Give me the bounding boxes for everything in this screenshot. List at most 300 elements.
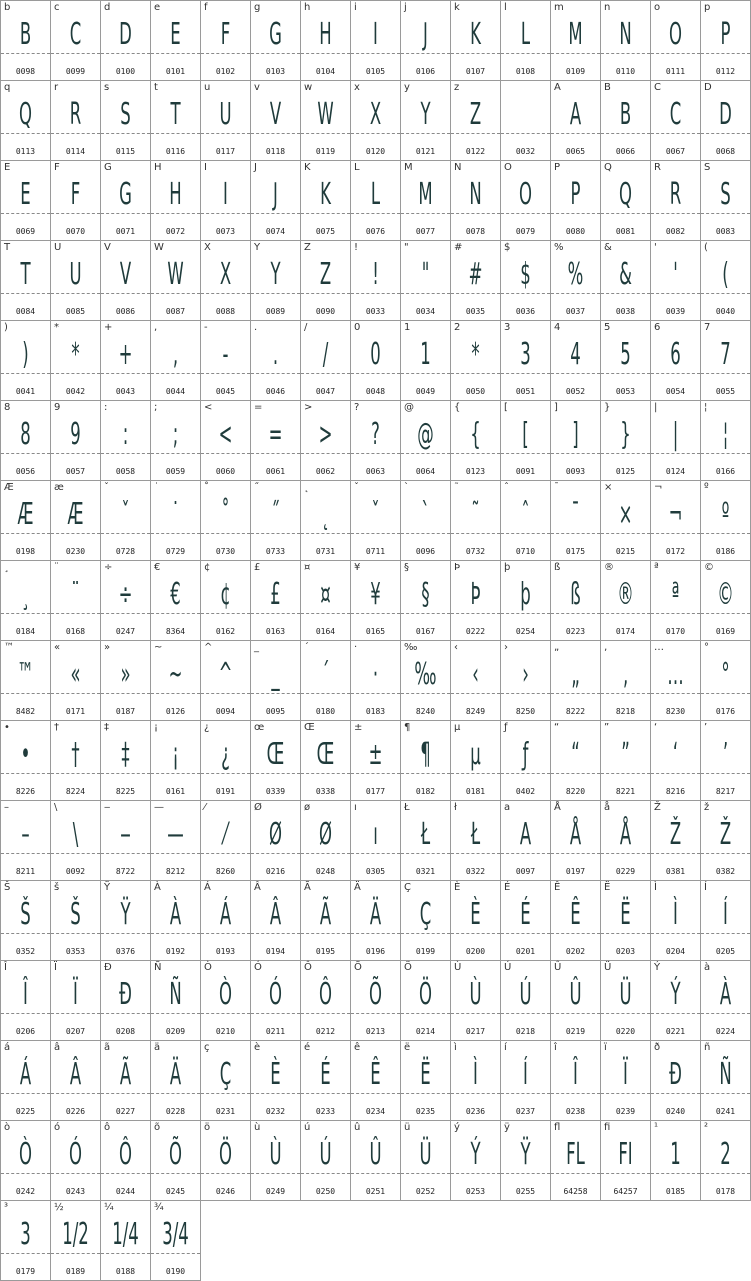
glyph-cell [351,1,401,81]
glyph-cell [1,1201,51,1281]
glyph-cell [351,881,401,961]
character-code: 0226 [65,1107,86,1116]
baseline-guide [251,693,300,694]
character-label: V [104,242,111,253]
glyph-cell [501,881,551,961]
glyph-preview: K [320,177,331,212]
character-label: ¾ [154,1202,164,1213]
glyph-cell [601,1,651,81]
character-label: « [54,642,61,653]
baseline-guide [201,133,250,134]
character-label: š [54,882,60,893]
character-label: ¦ [704,402,708,413]
character-label: Q [604,162,612,173]
baseline-guide [451,933,500,934]
character-code: 0236 [465,1107,486,1116]
glyph-cell [51,801,101,881]
glyph-cell [151,1,201,81]
glyph-preview: Â [269,897,282,932]
character-code: 0093 [565,467,586,476]
baseline-guide [651,133,700,134]
character-label: § [404,562,409,573]
character-code: 0210 [215,1027,236,1036]
glyph-preview: M [418,177,433,212]
baseline-guide [301,213,350,214]
glyph-preview: % [567,257,584,292]
baseline-guide [201,933,250,934]
baseline-guide [501,1173,550,1174]
character-label: Ñ [154,962,162,973]
glyph-preview: 1/2 [62,1217,89,1252]
character-label: r [54,82,59,93]
character-label: È [454,882,461,893]
glyph-cell [301,1121,351,1201]
baseline-guide [401,453,450,454]
baseline-guide [51,53,100,54]
character-label: fi [604,1122,611,1133]
glyph-preview: Ä [369,897,382,932]
glyph-cell [351,561,401,641]
glyph-preview: µ [470,737,481,772]
glyph-preview: Ž [719,817,732,852]
glyph-cell [701,721,751,801]
character-label: ) [4,322,8,333]
character-label: B [604,82,611,93]
baseline-guide [651,1093,700,1094]
glyph-cell [551,1,601,81]
glyph-preview: ® [617,577,634,612]
baseline-guide [651,533,700,534]
baseline-guide [51,133,100,134]
glyph-cell [1,801,51,881]
character-code: 0102 [215,67,236,76]
character-code: 0322 [465,867,486,876]
baseline-guide [701,1013,750,1014]
character-label: . [254,322,258,333]
character-label: µ [454,722,461,733]
glyph-cell [701,561,751,641]
glyph-preview: X [219,257,232,292]
character-label: ˇ [354,482,359,493]
glyph-preview: ¨ [71,577,80,612]
character-code: 0064 [415,467,436,476]
glyph-preview: Š [20,897,31,932]
glyph-cell [551,801,601,881]
glyph-cell [301,321,351,401]
character-label: ß [554,562,561,573]
glyph-preview: Ú [519,977,532,1012]
baseline-guide [401,693,450,694]
glyph-preview: Ł [420,817,431,852]
baseline-guide [51,613,100,614]
glyph-preview: U [219,97,232,132]
baseline-guide [701,293,750,294]
baseline-guide [301,1013,350,1014]
character-code: 0194 [265,947,286,956]
character-code: 64258 [563,1187,588,1196]
character-code: 0197 [565,867,586,876]
character-code: 0231 [215,1107,236,1116]
glyph-preview: M [568,17,583,52]
character-code: 0243 [65,1187,86,1196]
glyph-preview: 5 [620,337,631,372]
baseline-guide [301,1173,350,1174]
glyph-cell [551,561,601,641]
character-code: 0077 [415,227,436,236]
character-code: 0161 [165,787,186,796]
baseline-guide [151,533,200,534]
glyph-preview: - [222,337,229,372]
glyph-cell [251,721,301,801]
character-code: 0108 [515,67,536,76]
character-label: ¹ [654,1122,659,1133]
character-label: " [404,242,409,253]
glyph-cell [701,1,751,81]
glyph-preview: É [320,1057,331,1092]
character-label: ê [354,1042,361,1053]
glyph-preview: ª [671,577,680,612]
character-code: 0063 [365,467,386,476]
character-code: 0196 [365,947,386,956]
baseline-guide [351,853,400,854]
character-label: ž [704,802,710,813]
character-label: ÷ [104,562,113,573]
glyph-preview: Ô [119,1137,132,1172]
glyph-cell [701,641,751,721]
glyph-preview: ˆ [521,497,530,532]
glyph-preview: 0 [370,337,381,372]
character-label: { [454,402,461,413]
glyph-cell [201,81,251,161]
glyph-cell [1,1041,51,1121]
glyph-preview: # [468,257,483,292]
glyph-cell [651,321,701,401]
baseline-guide [51,533,100,534]
glyph-preview: G [119,177,132,212]
character-code: 0113 [15,147,36,156]
character-label: w [304,82,313,93]
character-code: 0068 [715,147,736,156]
character-code: 0056 [15,467,36,476]
character-label: Î [4,962,7,973]
glyph-preview: Å [569,817,582,852]
glyph-cell [151,801,201,881]
character-label: 1 [404,322,411,333]
baseline-guide [351,1173,400,1174]
glyph-cell [551,161,601,241]
baseline-guide [1,613,50,614]
baseline-guide [701,453,750,454]
glyph-cell [501,721,551,801]
glyph-cell [501,801,551,881]
glyph-cell [151,1041,201,1121]
glyph-cell [501,1121,551,1201]
glyph-preview: _ [271,657,280,692]
character-label: Â [254,882,261,893]
glyph-preview: ‰ [414,657,437,692]
character-code: 0167 [415,627,436,636]
glyph-cell [51,161,101,241]
glyph-preview: È [270,1057,281,1092]
character-code: 0163 [265,627,286,636]
glyph-preview: W [167,257,184,292]
character-label: ” [604,722,610,733]
baseline-guide [351,293,400,294]
glyph-preview: U [69,257,82,292]
character-label: ‒ [104,802,111,813]
glyph-preview: Z [319,257,332,292]
character-code: 0246 [215,1187,236,1196]
glyph-cell [501,561,551,641]
character-label: ⁄ [204,802,206,813]
glyph-cell [651,401,701,481]
baseline-guide [201,533,250,534]
character-code: 8230 [665,707,686,716]
glyph-cell [451,1041,501,1121]
character-code: 0191 [215,787,236,796]
glyph-cell [251,561,301,641]
character-code: 0206 [15,1027,36,1036]
baseline-guide [601,933,650,934]
character-code: 0241 [715,1107,736,1116]
character-label: n [604,2,611,13]
character-code: 0065 [565,147,586,156]
baseline-guide [701,133,750,134]
character-label: » [104,642,111,653]
character-code: 0218 [515,1027,536,1036]
glyph-preview: " [421,257,430,292]
baseline-guide [151,773,200,774]
character-code: 0058 [115,467,136,476]
glyph-preview: ‘ [672,737,679,772]
glyph-cell [251,81,301,161]
glyph-preview: 3/4 [162,1217,189,1252]
glyph-cell [701,481,751,561]
character-code: 0710 [515,547,536,556]
character-label: ¸ [4,562,9,573]
glyph-cell [401,401,451,481]
baseline-guide [101,613,150,614]
character-code: 0175 [565,547,586,556]
character-label: ñ [704,1042,711,1053]
character-label: ¬ [654,482,663,493]
character-code: 0731 [315,547,336,556]
character-label: ½ [54,1202,64,1213]
glyph-cell [501,481,551,561]
character-label: Š [4,882,11,893]
character-code: 0195 [315,947,336,956]
glyph-cell [601,881,651,961]
character-label: ú [304,1122,311,1133]
character-code: 0242 [15,1187,36,1196]
baseline-guide [101,213,150,214]
character-code: 0051 [515,387,536,396]
glyph-cell [501,321,551,401]
glyph-preview: Œ [316,737,335,772]
character-code: 0071 [115,227,136,236]
character-code: 0116 [165,147,186,156]
glyph-preview: H [319,17,332,52]
baseline-guide [151,613,200,614]
glyph-cell [201,641,251,721]
character-label: p [704,2,711,13]
baseline-guide [501,293,550,294]
character-label: Ð [104,962,112,973]
character-code: 0034 [415,307,436,316]
character-label: ; [154,402,158,413]
glyph-preview: Ñ [169,977,182,1012]
character-label: › [504,642,508,653]
glyph-cell [651,481,701,561]
baseline-guide [601,213,650,214]
glyph-preview: Å [619,817,632,852]
glyph-preview: × [618,497,633,532]
character-code: 0728 [115,547,136,556]
character-code: 8218 [615,707,636,716]
glyph-preview: ¯ [571,497,580,532]
character-code: 0216 [265,867,286,876]
glyph-cell [351,481,401,561]
character-label: Ü [604,962,612,973]
glyph-preview: 7 [720,337,731,372]
baseline-guide [651,453,700,454]
character-code: 0104 [315,67,336,76]
glyph-cell [51,641,101,721]
glyph-cell [201,721,251,801]
glyph-preview: Æ [17,497,34,532]
baseline-guide [601,293,650,294]
baseline-guide [301,693,350,694]
glyph-cell [351,801,401,881]
character-code: 0305 [365,867,386,876]
character-label: * [54,322,59,333]
character-code: 0050 [465,387,486,396]
character-code: 0087 [165,307,186,316]
character-code: 8212 [165,867,186,876]
baseline-guide [251,533,300,534]
character-label: d [104,2,111,13]
baseline-guide [151,933,200,934]
baseline-guide [451,613,500,614]
character-label: í [504,1042,507,1053]
baseline-guide [101,293,150,294]
glyph-cell [101,481,151,561]
character-label: ù [254,1122,261,1133]
character-code: 0048 [365,387,386,396]
glyph-preview: Š [70,897,81,932]
glyph-preview: Á [19,1057,32,1092]
character-label: T [4,242,11,253]
baseline-guide [701,853,750,854]
glyph-cell [351,241,401,321]
glyph-cell [451,961,501,1041]
glyph-preview: „ [571,657,580,692]
character-code: 0214 [415,1027,436,1036]
baseline-guide [501,773,550,774]
glyph-cell [701,881,751,961]
glyph-cell [201,1041,251,1121]
glyph-cell [451,561,501,641]
glyph-preview: ¬ [668,497,683,532]
glyph-cell [401,561,451,641]
glyph-cell [551,1121,601,1201]
character-label: ã [104,1042,111,1053]
glyph-cell [401,481,451,561]
glyph-preview: } [620,417,631,452]
baseline-guide [51,213,100,214]
character-code: 0107 [465,67,486,76]
character-label: Ë [604,882,611,893]
baseline-guide [1,293,50,294]
character-label: ÿ [504,1122,510,1133]
glyph-preview: £ [270,577,281,612]
baseline-guide [501,53,550,54]
baseline-guide [551,853,600,854]
glyph-preview: 8 [20,417,31,452]
glyph-cell [501,1041,551,1121]
glyph-preview: À [719,977,732,1012]
baseline-guide [301,373,350,374]
character-label: æ [54,482,64,493]
character-label: z [454,82,460,93]
glyph-cell [251,801,301,881]
character-code: 0237 [515,1107,536,1116]
baseline-guide [101,373,150,374]
baseline-guide [351,53,400,54]
glyph-preview: C [69,17,82,52]
glyph-cell [1,81,51,161]
character-code: 0234 [365,1107,386,1116]
glyph-cell [501,81,551,161]
glyph-preview: Ç [419,897,432,932]
glyph-cell [1,321,51,401]
glyph-preview: E [20,177,31,212]
character-code: 0117 [215,147,236,156]
baseline-guide [101,1013,150,1014]
glyph-preview: Ø [319,817,332,852]
character-label: Ù [454,962,462,973]
baseline-guide [501,693,550,694]
character-label: É [504,882,511,893]
character-label: ! [354,242,359,253]
glyph-preview: ÷ [118,577,133,612]
character-label: fl [554,1122,561,1133]
glyph-preview: ¦ [722,417,729,452]
glyph-preview: FL [566,1137,585,1172]
character-label: + [104,322,113,333]
glyph-cell [301,481,351,561]
character-code: 0220 [615,1027,636,1036]
glyph-cell [701,161,751,241]
character-label: ? [354,402,360,413]
baseline-guide [251,933,300,934]
baseline-guide [51,293,100,294]
glyph-cell [301,961,351,1041]
baseline-guide [301,853,350,854]
baseline-guide [551,373,600,374]
glyph-preview: P [570,177,581,212]
baseline-guide [301,533,350,534]
baseline-guide [601,1093,650,1094]
character-code: 8250 [515,707,536,716]
glyph-preview: B [19,17,32,52]
character-code: 0086 [115,307,136,316]
character-code: 0164 [315,627,336,636]
glyph-cell [51,961,101,1041]
character-code: 0042 [65,387,86,396]
character-code: 8225 [115,787,136,796]
baseline-guide [701,1173,750,1174]
